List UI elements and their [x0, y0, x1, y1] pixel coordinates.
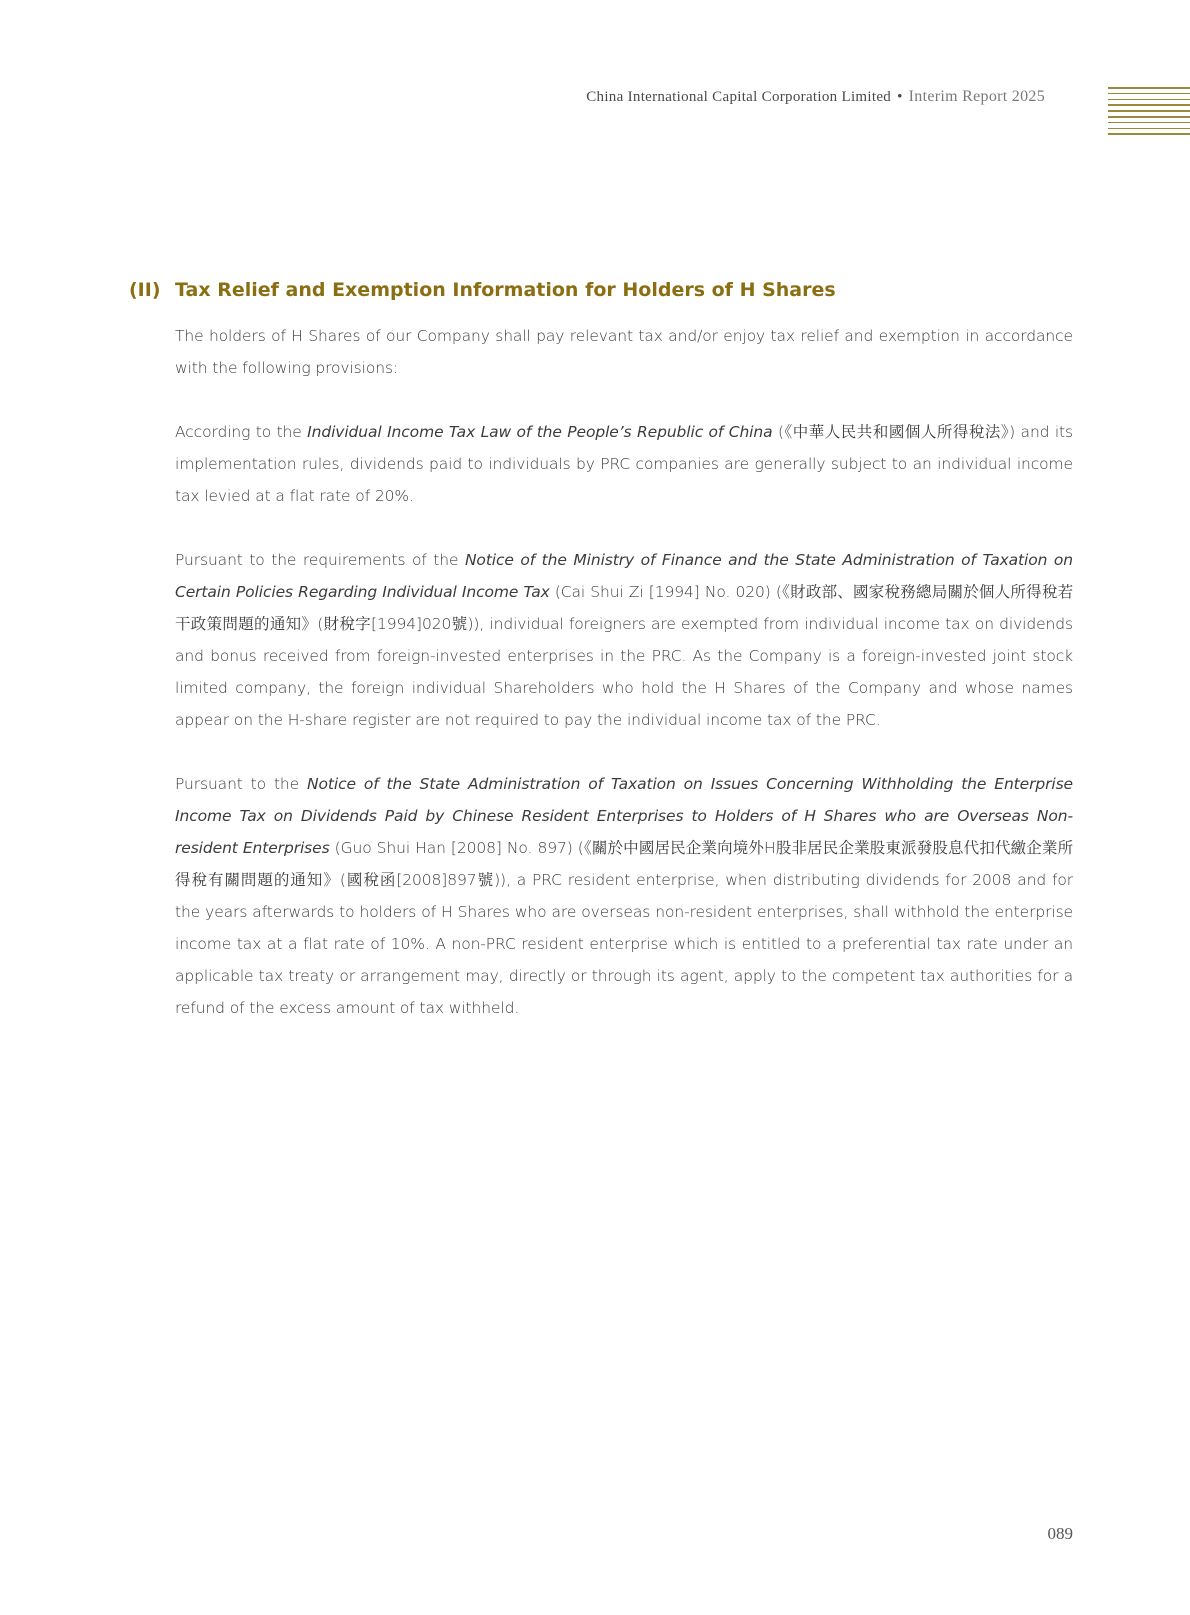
- section-heading: [129, 279, 836, 301]
- page-number: 089: [1047, 1524, 1073, 1543]
- paragraph-text: Pursuant to the requirements of the: [175, 551, 465, 569]
- paragraph-text: (《中華人民共和國個人所得稅法》) and its implementation rules, dividends paid to individuals by PRC companies are generally subject to an individual income tax levied at a flat rate of 20%.: [175, 423, 1074, 505]
- section-title: Tax Relief and Exemption Information for Holders of H Shares: [175, 279, 836, 301]
- running-header: [586, 88, 1045, 106]
- paragraph-non-resident-enterprises: [175, 768, 1073, 1024]
- stripe-line: [1108, 133, 1190, 135]
- section-body: [175, 320, 1073, 1056]
- law-title: Individual Income Tax Law of the People’s Republic of China: [307, 423, 773, 441]
- stripe-line: [1108, 116, 1190, 118]
- stripe-line: [1108, 122, 1190, 124]
- paragraph-text: Pursuant to the: [175, 775, 308, 793]
- notice-title: Notice of the State Administration of Taxation on Issues Concerning Withholding the Enterprise Income Tax on Dividends Paid by Chinese Resident Enterprises to Holders of H Shares who are Overseas Non-resident Enterprises: [175, 775, 1073, 857]
- paragraph-text: According to the: [175, 423, 308, 441]
- header-report-title: Interim Report 2025: [908, 88, 1045, 105]
- header-stripes-decoration: [1108, 87, 1190, 135]
- section-number: (II): [129, 279, 161, 301]
- paragraph-foreign-individuals: [175, 544, 1073, 736]
- header-bullet: •: [897, 89, 903, 105]
- paragraph-text: (Cai Shui Zi [1994] No. 020) (《財政部、國家稅務總局關於個人所得稅若干政策問題的通知》(財稅字[1994]020號)), individual foreigners are exempted from individual income tax on dividends and bonus received from foreign-invested enterprises in the PRC. As the Company is a foreign-invested joint stock limited company, the foreign individual Shareholders who hold the H Shares of the Company and whose names appear on the H-share register are not required to pay the individual income tax of the PRC.: [175, 583, 1074, 729]
- stripe-line: [1108, 104, 1190, 106]
- stripe-line: [1108, 87, 1190, 89]
- stripe-line: [1108, 128, 1190, 130]
- notice-title: Notice of the Ministry of Finance and the State Administration of Taxation on Certain Policies Regarding Individual Income Tax: [175, 551, 1074, 601]
- stripe-line: [1108, 99, 1190, 101]
- paragraph-individual-income-tax-law: [175, 416, 1073, 512]
- stripe-line: [1108, 110, 1190, 112]
- paragraph-intro: The holders of H Shares of our Company shall pay relevant tax and/or enjoy tax relief and exemption in accordance with the following provisions:: [175, 327, 1073, 377]
- stripe-line: [1108, 93, 1190, 95]
- header-company-name: China International Capital Corporation Limited: [586, 89, 892, 105]
- paragraph-text: (Guo Shui Han [2008] No. 897) (《關於中國居民企業向境外H股非居民企業股東派發股息代扣代繳企業所得稅有關問題的通知》(國稅函[2008]897號)), a PRC resident enterprise, when distributing dividends for 2008 and for the years afterwards to holders of H Shares who are overseas non-resident enterprises, shall withhold the enterprise income tax at a flat rate of 10%. A non-PRC resident enterprise which is entitled to a preferential tax rate under an applicable tax treaty or arrangement may, directly or through its agent, apply to the competent tax authorities for a refund of the excess amount of tax withheld.: [175, 839, 1073, 1017]
